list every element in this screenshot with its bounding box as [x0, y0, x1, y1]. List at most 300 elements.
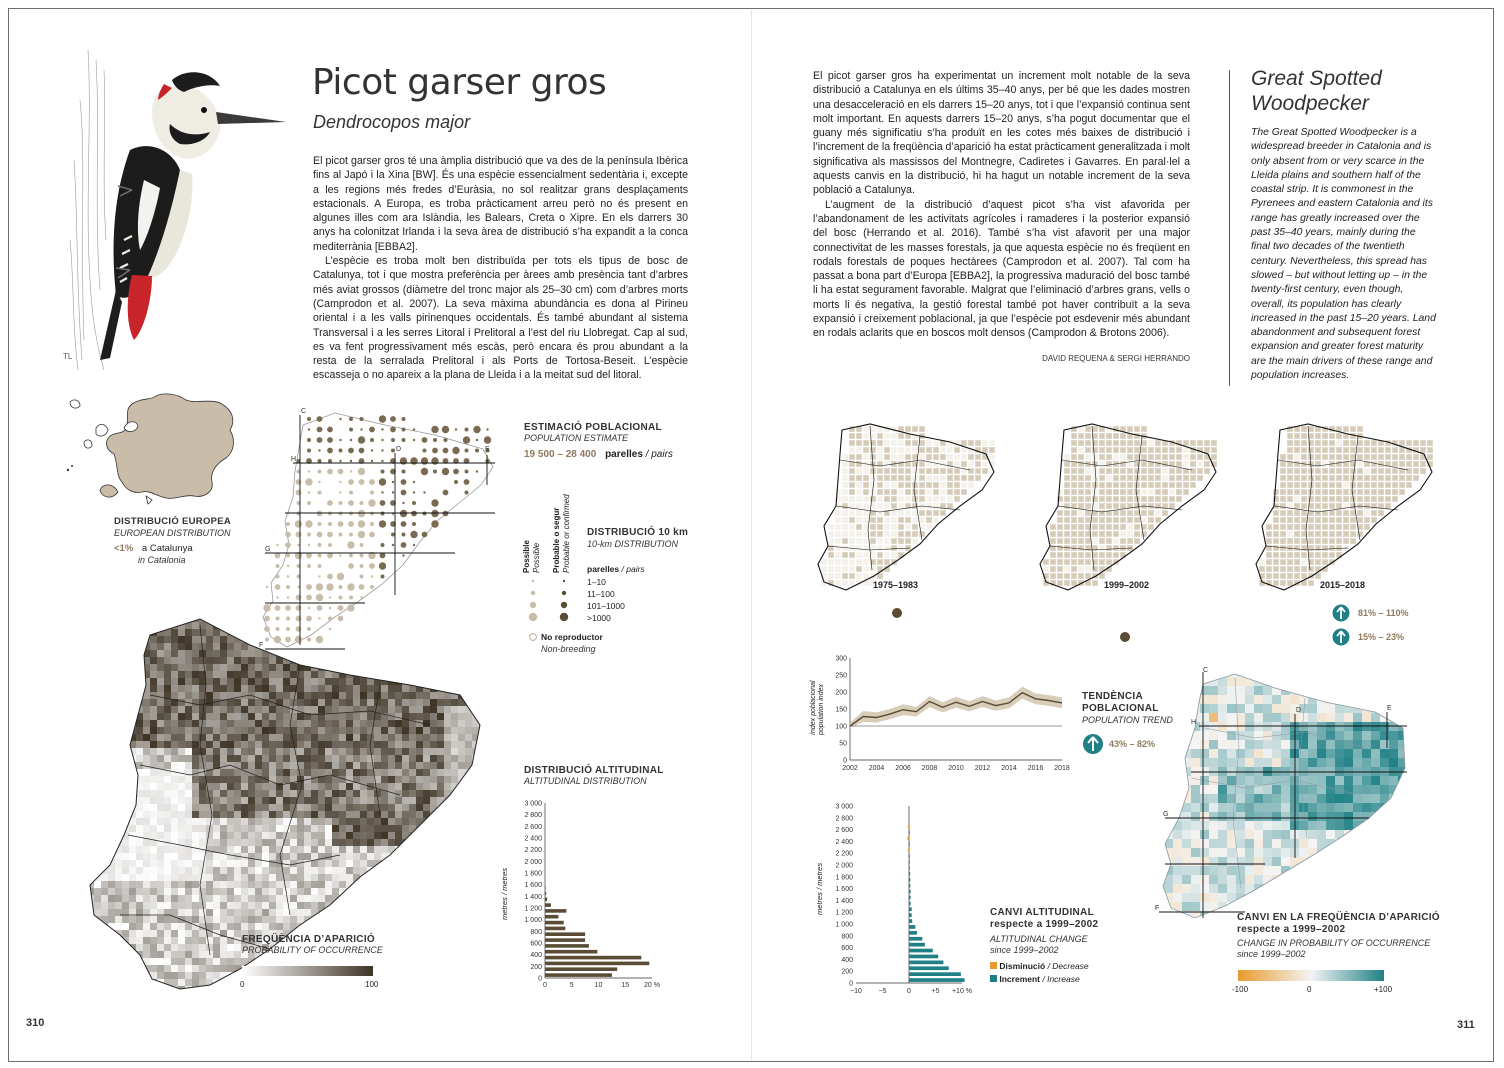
atlas-cell — [1329, 510, 1335, 516]
atlas-cell — [1392, 447, 1398, 453]
occurrence-cell — [381, 657, 388, 664]
occurrence-cell — [304, 720, 311, 727]
atlas-cell — [1078, 573, 1084, 579]
atlas-cell — [863, 475, 869, 481]
occurrence-cell — [234, 923, 241, 930]
occurrence-cell — [164, 685, 171, 692]
occurrence-cell — [269, 734, 276, 741]
occurrence-cell — [458, 741, 465, 748]
occurrence-cell — [374, 622, 381, 629]
occurrence-cell — [269, 916, 276, 923]
frequency-change-cell — [1407, 704, 1416, 713]
occurrence-cell — [353, 615, 360, 622]
occurrence-cell — [115, 657, 122, 664]
occurrence-cell — [465, 734, 472, 741]
atlas-cell — [989, 440, 995, 446]
occurrence-cell — [297, 622, 304, 629]
woodpecker-illustration — [60, 40, 300, 375]
occurrence-cell — [465, 671, 472, 678]
distribution-dot — [339, 585, 343, 589]
occurrence-cell — [171, 825, 178, 832]
atlas-cell — [1071, 538, 1077, 544]
occurrence-cell — [206, 972, 213, 979]
occurrence-cell — [409, 930, 416, 937]
atlas-cell — [1120, 468, 1126, 474]
left-paragraph: L’espècie es troba molt ben distribuïda per tots els tipus de bosc de Catalunya, tot i que mostra preferència per àrees amb presència tant d’arbres més aviat grossos (diàmetre del tronc major als 25–30 cm) com d’arbres morts (Camprodon et al. 2007). La seva màxima abundància es dona al Pirineu oriental i a les valls pirinenques occidentals. És també abundant al sistema Transversal i a les serres Litoral i Prelitoral a l’est del riu Llobregat. Cap al sud, es va fent progressivament més escàs, però encara és prou abundant a la resta de la serralada Prelitoral i als Ports de Tortosa-Beseit. L’espècie escasseja o no apareix a la plana de Lleida i a la meitat sud del litoral. — [313, 255, 688, 382]
occurrence-cell — [269, 671, 276, 678]
occurrence-cell — [101, 860, 108, 867]
occurrence-cell — [136, 622, 143, 629]
occurrence-cell — [367, 692, 374, 699]
occurrence-cell — [367, 713, 374, 720]
atlas-cell — [1343, 531, 1349, 537]
occurrence-cell — [87, 783, 94, 790]
occurrence-cell — [472, 776, 479, 783]
frequency-change-cell — [1182, 704, 1191, 713]
occurrence-cell — [143, 895, 150, 902]
occurrence-cell — [276, 797, 283, 804]
atlas-cell — [863, 454, 869, 460]
occurrence-cell — [360, 664, 367, 671]
distribution-dot — [455, 428, 457, 430]
atlas-cell — [1120, 482, 1126, 488]
occurrence-cell — [87, 923, 94, 930]
occurrence-cell — [297, 643, 304, 650]
occurrence-cell — [367, 615, 374, 622]
frequency-change-cell — [1155, 713, 1164, 722]
atlas-cell — [1287, 566, 1293, 572]
distribution-dot — [401, 521, 407, 527]
occurrence-cell — [241, 783, 248, 790]
atlas-cell — [891, 489, 897, 495]
occurrence-cell — [241, 678, 248, 685]
occurrence-cell — [451, 832, 458, 839]
atlas-cell — [1071, 475, 1077, 481]
occurrence-cell — [206, 867, 213, 874]
occurrence-cell — [80, 790, 87, 797]
distribution-dot — [381, 543, 385, 547]
occurrence-cell — [241, 853, 248, 860]
occurrence-cell — [87, 860, 94, 867]
occurrence-cell — [199, 657, 206, 664]
distribution-dot — [296, 595, 302, 601]
atlas-cell — [1357, 475, 1363, 481]
occurrence-cell — [416, 615, 423, 622]
occurrence-cell — [451, 622, 458, 629]
atlas-cell — [1106, 531, 1112, 537]
altchange-y-tick: 600 — [841, 945, 853, 953]
frequency-change-cell — [1173, 704, 1182, 713]
atlas-cell — [1071, 496, 1077, 502]
atlas-cell — [856, 461, 862, 467]
occurrence-cell — [416, 755, 423, 762]
occurrence-cell — [199, 762, 206, 769]
occurrence-cell — [311, 790, 318, 797]
occurrence-cell — [80, 923, 87, 930]
occurrence-cell — [311, 734, 318, 741]
frequency-change-cell — [1218, 713, 1227, 722]
occurrence-cell — [178, 706, 185, 713]
occurrence-cell — [437, 755, 444, 762]
altitudinal-bar — [545, 915, 558, 919]
occurrence-cell — [206, 909, 213, 916]
occurrence-cell — [465, 874, 472, 881]
occurrence-cell — [199, 818, 206, 825]
occurrence-cell — [479, 622, 486, 629]
distribution-dot — [348, 521, 354, 527]
atlas-cell — [1315, 531, 1321, 537]
occurrence-cell — [367, 804, 374, 811]
occurrence-cell — [185, 706, 192, 713]
occurrence-cell — [150, 902, 157, 909]
occurrence-cell — [227, 734, 234, 741]
occurrence-cell — [227, 867, 234, 874]
atlas-cell — [1050, 531, 1056, 537]
frequency-change-cell — [1380, 686, 1389, 695]
occurrence-cell — [423, 636, 430, 643]
atlas-cell — [1329, 433, 1335, 439]
occurrence-cell — [185, 881, 192, 888]
atlas-cell — [1329, 489, 1335, 495]
occurrence-cell — [94, 986, 101, 993]
occurrence-cell — [360, 706, 367, 713]
occurrence-cell — [458, 825, 465, 832]
distribution-dot — [328, 459, 332, 463]
occurrence-cell — [430, 832, 437, 839]
occurrence-cell — [479, 699, 486, 706]
occurrence-cell — [262, 818, 269, 825]
occurrence-cell — [150, 741, 157, 748]
occurrence-cell — [122, 629, 129, 636]
occurrence-cell — [486, 762, 493, 769]
occurrence-cell — [430, 937, 437, 944]
atlas-cell — [835, 524, 841, 530]
occurrence-cell — [486, 776, 493, 783]
atlas-cell — [1127, 475, 1133, 481]
occurrence-cell — [472, 671, 479, 678]
occurrence-cell — [157, 776, 164, 783]
occurrence-cell — [381, 930, 388, 937]
occurrence-cell — [227, 671, 234, 678]
frequency-change-cell — [1362, 668, 1371, 677]
atlas-cell — [891, 440, 897, 446]
occurrence-cell — [472, 916, 479, 923]
frequency-change-cell — [1398, 704, 1407, 713]
occurrence-cell — [339, 909, 346, 916]
occurrence-cell — [192, 811, 199, 818]
frequency-change-cell — [1182, 677, 1191, 686]
occurrence-cell — [290, 734, 297, 741]
occurrence-cell — [493, 965, 500, 972]
grid-letter-f: F — [259, 642, 264, 649]
occurrence-cell — [220, 685, 227, 692]
occurrence-cell — [136, 643, 143, 650]
occurrence-cell — [395, 678, 402, 685]
occurrence-cell — [192, 685, 199, 692]
occurrence-cell — [423, 664, 430, 671]
distribution-dot — [443, 448, 449, 454]
frequency-change-cell — [1254, 695, 1263, 704]
occurrence-cell — [192, 944, 199, 951]
occurrence-cell — [164, 965, 171, 972]
occurrence-cell — [479, 748, 486, 755]
occurrence-cell — [374, 671, 381, 678]
occurrence-cell — [493, 713, 500, 720]
occurrence-cell — [269, 643, 276, 650]
occurrence-cell — [101, 615, 108, 622]
occurrence-cell — [353, 979, 360, 986]
occurrence-cell — [416, 748, 423, 755]
occurrence-cell — [94, 727, 101, 734]
frequency-change-cell — [1245, 695, 1254, 704]
occurrence-cell — [248, 713, 255, 720]
trend-x-tick: 2002 — [842, 765, 858, 772]
frequency-change-cell — [1281, 713, 1290, 722]
occurrence-cell — [367, 699, 374, 706]
occurrence-cell — [493, 951, 500, 958]
occurrence-cell — [290, 650, 297, 657]
occurrence-cell — [409, 986, 416, 993]
atlas-cell — [1099, 503, 1105, 509]
occurrence-cell — [388, 664, 395, 671]
altchange-y-tick: 2 800 — [835, 815, 853, 823]
occurrence-cell — [80, 776, 87, 783]
occurrence-cell — [430, 636, 437, 643]
occurrence-cell — [220, 706, 227, 713]
occurrence-cell — [206, 853, 213, 860]
altitudinal-x-tick: 5 — [569, 982, 574, 989]
atlas-cell — [1057, 545, 1063, 551]
atlas-cell — [905, 447, 911, 453]
occurrence-cell — [143, 664, 150, 671]
occurrence-cell — [332, 825, 339, 832]
frequency-change-cell — [1155, 722, 1164, 731]
occurrence-cell — [87, 867, 94, 874]
occurrence-cell — [248, 727, 255, 734]
atlas-cell — [1078, 552, 1084, 558]
occurrence-cell — [255, 629, 262, 636]
occurrence-cell — [122, 615, 129, 622]
occurrence-cell — [164, 930, 171, 937]
occurrence-cell — [472, 692, 479, 699]
occurrence-cell — [164, 797, 171, 804]
occurrence-cell — [248, 797, 255, 804]
atlas-cell — [1364, 524, 1370, 530]
occurrence-cell — [332, 923, 339, 930]
occurrence-cell — [451, 720, 458, 727]
occurrence-cell — [311, 720, 318, 727]
occurrence-cell — [416, 699, 423, 706]
occurrence-cell — [178, 846, 185, 853]
occurrence-cell — [122, 888, 129, 895]
occurrence-cell — [178, 692, 185, 699]
atlas-cell — [1134, 531, 1140, 537]
frequency-change-cell — [1353, 722, 1362, 731]
occurrence-cell — [290, 839, 297, 846]
occurrence-cell — [87, 846, 94, 853]
occurrence-cell — [297, 902, 304, 909]
atlas-cell — [1301, 454, 1307, 460]
occurrence-cell — [430, 762, 437, 769]
occurrence-cell — [185, 650, 192, 657]
atlas-cell — [856, 440, 862, 446]
occurrence-cell — [115, 615, 122, 622]
atlas-cell — [954, 496, 960, 502]
occurrence-cell — [87, 895, 94, 902]
distribution-dot — [410, 531, 417, 538]
occurrence-cell — [199, 783, 206, 790]
occurrence-cell — [129, 776, 136, 783]
distribution-dot — [360, 543, 364, 547]
occurrence-cell — [94, 853, 101, 860]
occurrence-cell — [234, 706, 241, 713]
occurrence-cell — [311, 699, 318, 706]
atlas-cell — [870, 517, 876, 523]
left-body-text — [313, 154, 688, 383]
atlas-cell — [863, 426, 869, 432]
atlas-cell — [968, 482, 974, 488]
occurrence-cell — [108, 748, 115, 755]
atlas-cell — [884, 440, 890, 446]
atlas-cell — [1085, 489, 1091, 495]
occurrence-cell — [430, 972, 437, 979]
atlas-cell — [1315, 468, 1321, 474]
atlas-cell — [1113, 552, 1119, 558]
occurrence-cell — [108, 832, 115, 839]
atlas-cell — [1127, 496, 1133, 502]
occurrence-cell — [325, 762, 332, 769]
occurrence-cell — [402, 692, 409, 699]
occurrence-cell — [493, 762, 500, 769]
atlas-cell — [1287, 538, 1293, 544]
atlas-cell — [926, 524, 932, 530]
occurrence-cell — [444, 713, 451, 720]
occurrence-cell — [80, 951, 87, 958]
atlas-cell — [849, 475, 855, 481]
atlas-cell — [1280, 580, 1286, 586]
occurrence-cell — [360, 657, 367, 664]
atlas-cell — [1127, 510, 1133, 516]
atlas-cell — [1071, 482, 1077, 488]
occurrence-cell — [220, 713, 227, 720]
occurrence-cell — [318, 902, 325, 909]
occurrence-cell — [374, 650, 381, 657]
occurrence-cell — [479, 909, 486, 916]
occurrence-cell — [87, 797, 94, 804]
occurrence-cell — [451, 846, 458, 853]
occurrence-cell — [416, 734, 423, 741]
atlas-cell — [835, 489, 841, 495]
occurrence-cell — [192, 629, 199, 636]
occurrence-cell — [185, 755, 192, 762]
occurrence-cell — [255, 699, 262, 706]
occurrence-cell — [416, 678, 423, 685]
occurrence-cell — [318, 839, 325, 846]
atlas-cell — [1099, 517, 1105, 523]
occurrence-cell — [479, 762, 486, 769]
occurrence-cell — [458, 909, 465, 916]
occurrence-cell — [297, 734, 304, 741]
occurrence-cell — [150, 860, 157, 867]
occurrence-cell — [444, 839, 451, 846]
distribution-dot — [413, 481, 415, 483]
occurrence-cell — [304, 811, 311, 818]
occurrence-cell — [430, 881, 437, 888]
occurrence-cell — [150, 881, 157, 888]
occurrence-cell — [346, 846, 353, 853]
occurrence-cell — [311, 748, 318, 755]
occurrence-cell — [234, 734, 241, 741]
altitudinal-y-tick: 1 200 — [524, 905, 542, 913]
occurrence-cell — [87, 790, 94, 797]
occurrence-cell — [430, 916, 437, 923]
distribution-dot — [360, 428, 362, 430]
atlas-cell — [863, 489, 869, 495]
occurrence-cell — [115, 888, 122, 895]
occurrence-cell — [423, 643, 430, 650]
occurrence-cell — [150, 867, 157, 874]
atlas-cell — [1273, 517, 1279, 523]
frequency-change-cell — [1317, 686, 1326, 695]
occurrence-cell — [283, 748, 290, 755]
occurrence-cell — [248, 720, 255, 727]
occurrence-cell — [395, 643, 402, 650]
occurrence-cell — [129, 951, 136, 958]
occurrence-cell — [416, 636, 423, 643]
atlas-cell — [1134, 489, 1140, 495]
atlas-cell — [1120, 489, 1126, 495]
occurrence-cell — [290, 748, 297, 755]
occurrence-cell — [276, 643, 283, 650]
atlas-cell — [1301, 426, 1307, 432]
occurrence-cell — [241, 706, 248, 713]
occurrence-cell — [381, 783, 388, 790]
occurrence-cell — [171, 706, 178, 713]
occurrence-cell — [318, 678, 325, 685]
occurrence-cell — [444, 881, 451, 888]
occurrence-cell — [388, 657, 395, 664]
occurrence-cell — [304, 818, 311, 825]
occurrence-cell — [444, 783, 451, 790]
occurrence-cell — [332, 762, 339, 769]
occurrence-cell — [304, 629, 311, 636]
occurrence-cell — [122, 643, 129, 650]
occurrence-cell — [283, 853, 290, 860]
atlas-cell — [891, 517, 897, 523]
occurrence-cell — [94, 678, 101, 685]
occurrence-cell — [388, 937, 395, 944]
occurrence-cell — [472, 615, 479, 622]
occurrence-cell — [115, 986, 122, 993]
occurrence-cell — [395, 622, 402, 629]
atlas-cell — [975, 440, 981, 446]
altitudinal-bar — [545, 938, 585, 942]
occurrence-cell — [94, 860, 101, 867]
atlas-cell — [1322, 489, 1328, 495]
occurrence-cell — [143, 811, 150, 818]
occurrence-cell — [472, 986, 479, 993]
occurrence-cell — [465, 622, 472, 629]
distribution-dot — [476, 439, 478, 441]
occurrence-cell — [290, 671, 297, 678]
occurrence-cell — [157, 825, 164, 832]
atlas-cell — [1371, 468, 1377, 474]
occurrence-cell — [136, 734, 143, 741]
occurrence-cell — [402, 720, 409, 727]
occurrence-cell — [108, 657, 115, 664]
occurrence-cell — [234, 727, 241, 734]
occurrence-cell — [360, 902, 367, 909]
